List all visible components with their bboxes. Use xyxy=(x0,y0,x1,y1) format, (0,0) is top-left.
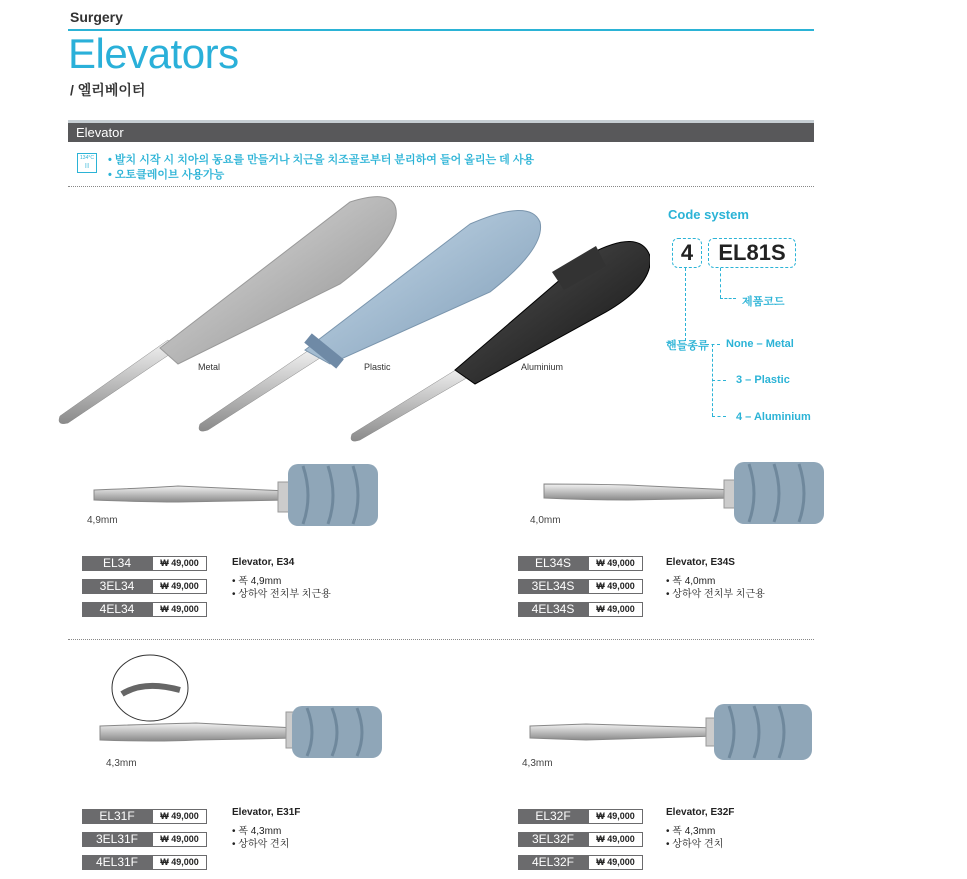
price-cell: ₩ 49,000 xyxy=(588,855,643,870)
product-name: Elevator, E32F xyxy=(666,807,735,818)
price-cell: ₩ 49,000 xyxy=(152,832,207,847)
page-subtitle: / 엘리베이터 xyxy=(70,82,146,98)
note-usage: • 발치 시작 시 치아의 동요를 만들거나 치근을 치조골로부터 분리하여 들어 올리는 데 사용 xyxy=(108,154,535,166)
product-desc: • 폭 4,9mm xyxy=(232,576,282,587)
price-cell: ₩ 49,000 xyxy=(588,579,643,594)
product-desc: • 상하악 전치부 치근용 xyxy=(666,589,765,600)
price-cell: ₩ 49,000 xyxy=(152,602,207,617)
hero-label-aluminium: Aluminium xyxy=(521,362,564,372)
hero-label-plastic: Plastic xyxy=(364,362,391,372)
connector xyxy=(685,268,686,341)
price-cell: ₩ 49,000 xyxy=(152,809,207,824)
section-bar-label: Elevator xyxy=(76,125,124,140)
page-title: Elevators xyxy=(68,30,239,77)
size-label-e31f: 4,3mm xyxy=(106,758,137,769)
product-image-e34 xyxy=(88,462,378,528)
product-code-cell: EL34 xyxy=(82,556,152,571)
size-label-e34s: 4,0mm xyxy=(530,515,561,526)
product-code-cell: 3EL31F xyxy=(82,832,152,847)
product-code-cell: 3EL34S xyxy=(518,579,588,594)
price-cell: ₩ 49,000 xyxy=(588,809,643,824)
hero-label-metal: Metal xyxy=(198,362,221,372)
section-bar xyxy=(68,120,814,142)
autoclave-icon: 134°C ||| xyxy=(77,153,97,173)
product-desc: • 폭 4,3mm xyxy=(232,826,282,837)
product-image-e31f xyxy=(96,650,386,762)
product-desc: • 폭 4,3mm xyxy=(666,826,716,837)
product-name: Elevator, E34 xyxy=(232,557,295,568)
product-code-cell: 3EL32F xyxy=(518,832,588,847)
hero-elevators-image xyxy=(50,188,650,448)
size-label-e34: 4,9mm xyxy=(87,515,118,526)
handle-option-aluminium: 4 – Aluminium xyxy=(736,411,811,423)
handle-type-label: 핸들종류 xyxy=(666,340,709,352)
product-code-cell: EL34S xyxy=(518,556,588,571)
product-desc: • 상하악 견치 xyxy=(666,839,724,850)
price-cell: ₩ 49,000 xyxy=(588,832,643,847)
note-autoclave: • 오토클레이브 사용가능 xyxy=(108,169,225,181)
product-code-box: EL81S xyxy=(708,238,796,268)
price-cell: ₩ 49,000 xyxy=(152,579,207,594)
product-name: Elevator, E31F xyxy=(232,807,301,818)
product-image-e32f xyxy=(526,702,826,762)
connector xyxy=(720,298,736,299)
price-cell: ₩ 49,000 xyxy=(588,602,643,617)
product-code-cell: 4EL31F xyxy=(82,855,152,870)
product-desc: • 상하악 견치 xyxy=(232,839,290,850)
product-code-cell: 4EL34 xyxy=(82,602,152,617)
product-code-cell: 4EL34S xyxy=(518,602,588,617)
connector xyxy=(720,268,721,298)
product-desc: • 폭 4,0mm xyxy=(666,576,716,587)
price-cell: ₩ 49,000 xyxy=(588,556,643,571)
product-code-cell: EL31F xyxy=(82,809,152,824)
category-label: Surgery xyxy=(70,9,123,25)
product-code-cell: 4EL32F xyxy=(518,855,588,870)
product-desc: • 상하악 전치부 치근용 xyxy=(232,589,331,600)
handle-code-box: 4 xyxy=(672,238,702,268)
handle-option-metal: None – Metal xyxy=(726,338,794,350)
connector xyxy=(712,416,726,417)
product-image-e34s xyxy=(538,462,824,528)
code-system-title: Code system xyxy=(668,207,749,222)
product-code-cell: EL32F xyxy=(518,809,588,824)
product-code-label: 제품코드 xyxy=(742,296,785,308)
product-name: Elevator, E34S xyxy=(666,557,735,568)
handle-option-plastic: 3 – Plastic xyxy=(736,374,790,386)
product-code-cell: 3EL34 xyxy=(82,579,152,594)
divider xyxy=(68,186,814,187)
connector xyxy=(712,380,726,381)
connector xyxy=(706,344,720,345)
size-label-e32f: 4,3mm xyxy=(522,758,553,769)
price-cell: ₩ 49,000 xyxy=(152,855,207,870)
divider xyxy=(68,639,814,640)
price-cell: ₩ 49,000 xyxy=(152,556,207,571)
